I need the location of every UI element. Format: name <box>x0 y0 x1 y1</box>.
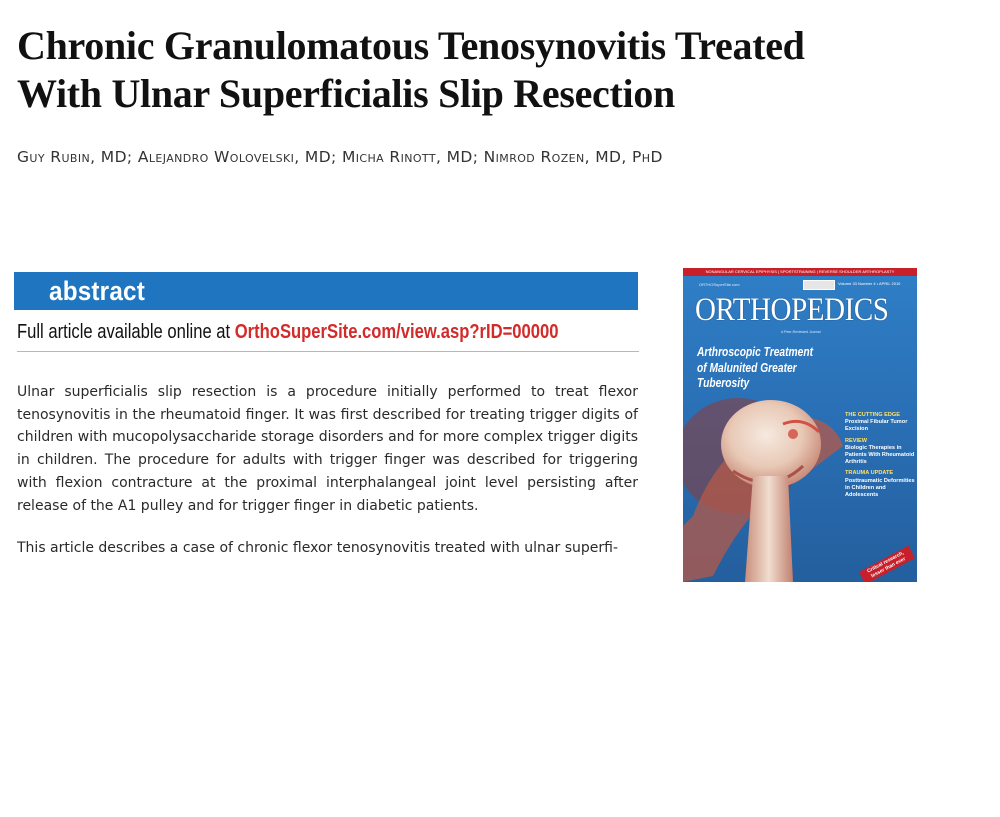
cover-masthead: ORTHOPEDICS <box>695 292 889 328</box>
availability-prefix: Full article available online at <box>17 321 235 343</box>
cover-section-text: Biologic Therapies in Patients With Rheumatoid Arthritis <box>845 444 915 466</box>
cover-corner-tag: Critical research, lesser than ever <box>859 546 915 582</box>
article-title <box>17 22 977 118</box>
abstract-header-bar <box>14 272 638 310</box>
cover-section-text: Posttraumatic Deformities in Children and Adolescents <box>845 477 915 499</box>
abstract-paragraph-1: Ulnar superficialis slip resection is a procedure initially performed to treat flexor tenosynovitis in the rheumatoid finger. It was first described for treating trigger digits of children with mucopolysaccharide storage disorders and for more complex trigger digits in children. The procedure for adults with trigger finger was described for triggering with flexion contracture at the proximal interphalangeal joint level persisting after release of the A1 pulley and for trigger finger in diabetic patients. <box>17 384 638 514</box>
cover-site-url: ORTHOSuperSite.com <box>699 282 740 287</box>
abstract-body <box>17 381 638 580</box>
cover-section <box>845 412 917 434</box>
cover-section-label: REVIEW <box>845 437 868 444</box>
cover-section-text: Proximal Fibular Tumor Excision <box>845 419 908 433</box>
cover-top-banner: NONANGULAR CERVICAL EPIPHYSIS | SPORTSTRAINING | REVERSE SHOULDER ARTHROPLASTY <box>683 268 917 276</box>
cover-issue-info: Volume 33 Number 4 • APRIL 2010 <box>838 281 901 286</box>
cover-masthead-subtitle: A Peer-Reviewed Journal <box>781 330 821 334</box>
online-availability-note <box>17 321 639 352</box>
cover-section-list <box>845 412 917 503</box>
cover-badge-icon <box>803 280 835 290</box>
cover-section <box>845 470 917 499</box>
cover-section-label: TRAUMA UPDATE <box>845 470 894 477</box>
cover-headline: Arthroscopic Treatment of Malunited Greater Tuberosity <box>697 345 814 390</box>
article-url-link[interactable]: OrthoSuperSite.com/view.asp?rID=00000 <box>234 321 559 343</box>
journal-cover-image <box>683 268 917 582</box>
cover-section-label: THE CUTTING EDGE <box>845 412 901 418</box>
abstract-paragraph-2: This article describes a case of chronic flexor tenosynovitis treated with ulnar superfi- <box>17 540 619 557</box>
author-list: Guy Rubin, MD; Alejandro Wolovelski, MD; Micha Rinott, MD; Nimrod Rozen, MD, PhD <box>17 148 663 166</box>
cover-section <box>845 438 917 467</box>
article-title-line-2: With Ulnar Superficialis Slip Resection <box>17 71 675 116</box>
article-title-line-1: Chronic Granulomatous Tenosynovitis Treated <box>17 23 805 68</box>
abstract-label: abstract <box>49 276 145 306</box>
